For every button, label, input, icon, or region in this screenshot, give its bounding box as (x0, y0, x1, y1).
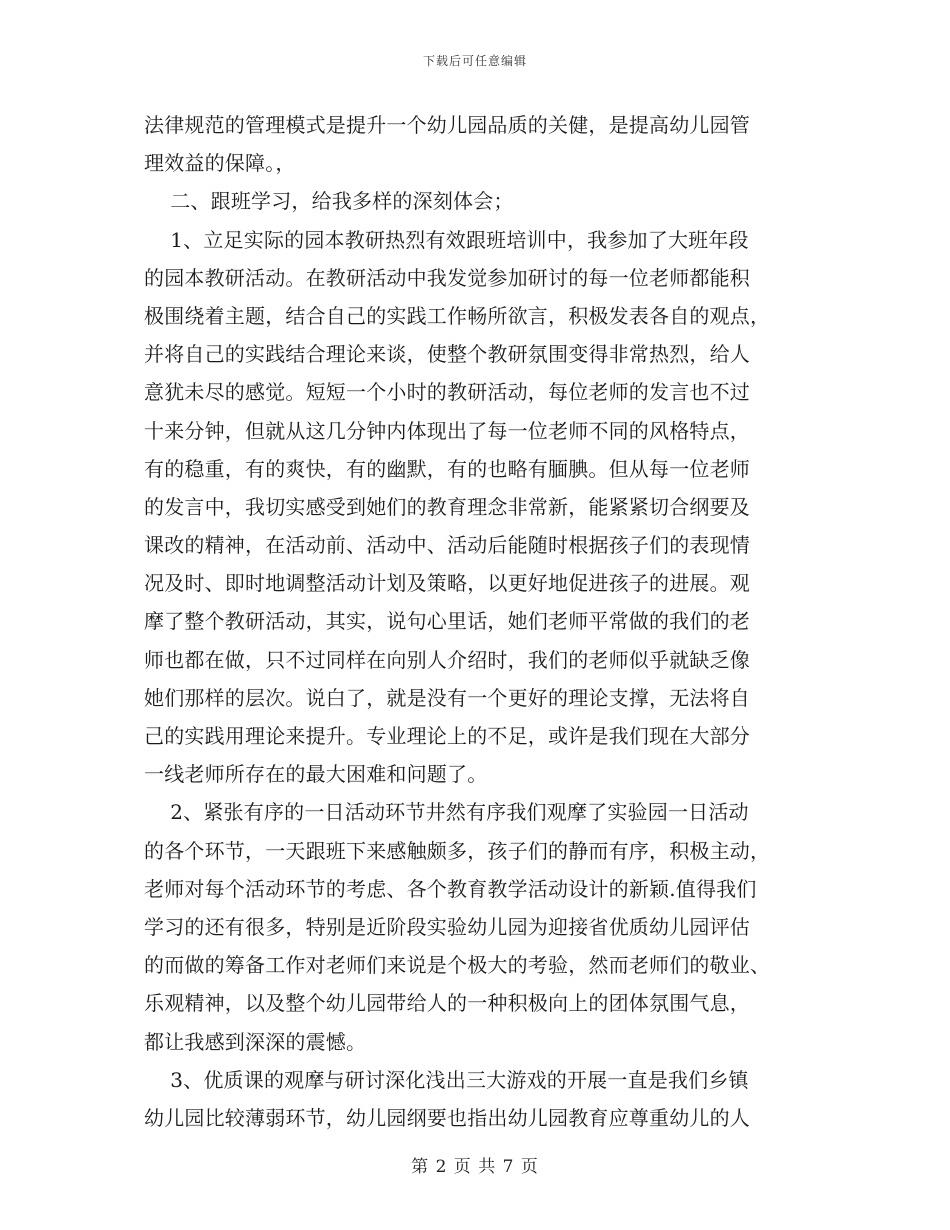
text-line: 二、跟班学习，给我多样的深刻体会； (144, 189, 514, 214)
text-line: 十来分钟，但就从这几分钟内体现出了每一位老师不同的风格特点， (144, 418, 750, 443)
page-header-note: 下载后可任意编辑 (422, 54, 527, 68)
text-line: 理效益的保障。， (144, 151, 296, 176)
text-line: 她们那样的层次。说白了，就是没有一个更好的理论支撑，无法将自 (144, 685, 750, 710)
text-line: 1、立足实际的园本教研热烈有效跟班培训中，我参加了大班年段 (144, 227, 749, 252)
text-line: 的发言中，我切实感受到她们的教育理念非常新，能紧紧切合纲要及 (144, 494, 750, 519)
text-line: 乐观精神，以及整个幼儿园带给人的一种积极向上的团体氛围气息， (144, 991, 750, 1016)
text-line: 课改的精神，在活动前、活动中、活动后能随时根据孩子们的表现情 (144, 533, 750, 558)
text-line: 况及时、即时地调整活动计划及策略，以更好地促进孩子的进展。观 (144, 571, 750, 596)
text-line: 师也都在做，只不过同样在向别人介绍时，我们的老师似乎就缺乏像 (144, 647, 750, 672)
text-line: 3、优质课的观摩与研讨深化浅出三大游戏的开展一直是我们乡镇 (144, 1067, 749, 1092)
text-line: 己的实践用理论来提升。专业理论上的不足，或许是我们现在大部分 (144, 724, 750, 748)
text-line: 都让我感到深深的震憾。 (144, 1029, 367, 1054)
text-line: 的而做的筹备工作对老师们来说是个极大的考验，然而老师们的敬业、 (144, 953, 771, 978)
text-line: 摩了整个教研活动，其实，说句心里话，她们老师平常做的我们的老 (144, 609, 750, 634)
text-line: 2、紧张有序的一日活动环节井然有序我们观摩了实验园一日活动 (144, 800, 749, 825)
text-line: 意犹未尽的感觉。短短一个小时的教研活动，每位老师的发言也不过 (144, 380, 750, 405)
page-number-footer: 第 2 页 共 7 页 (411, 1157, 539, 1177)
text-line: 幼儿园比较薄弱环节，幼儿园纲要也指出幼儿园教育应尊重幼儿的人 (144, 1105, 750, 1130)
text-line: 的园本教研活动。在教研活动中我发觉参加研讨的每一位老师都能积 (144, 265, 750, 290)
document-body (144, 106, 806, 1137)
text-line: 学习的还有很多，特别是近阶段实验幼儿园为迎接省优质幼儿园评估 (144, 914, 750, 939)
text-line: 一线老师所存在的最大困难和问题了。 (144, 762, 488, 787)
text-line: 有的稳重，有的爽快，有的幽默，有的也略有腼腆。但从每一位老师 (144, 456, 750, 481)
text-line: 的各个环节，一天跟班下来感触颇多，孩子们的静而有序，积极主动， (144, 838, 771, 863)
text-line: 法律规范的管理模式是提升一个幼儿园品质的关健，是提高幼儿园管 (144, 113, 750, 137)
text-line: 极围绕着主题，结合自己的实践工作畅所欲言，积极发表各自的观点， (144, 303, 771, 328)
text-line: 老师对每个活动环节的考虑、各个教育教学活动设计的新颖.值得我们 (144, 876, 757, 901)
text-line: 并将自己的实践结合理论来谈，使整个教研氛围变得非常热烈，给人 (144, 342, 750, 367)
